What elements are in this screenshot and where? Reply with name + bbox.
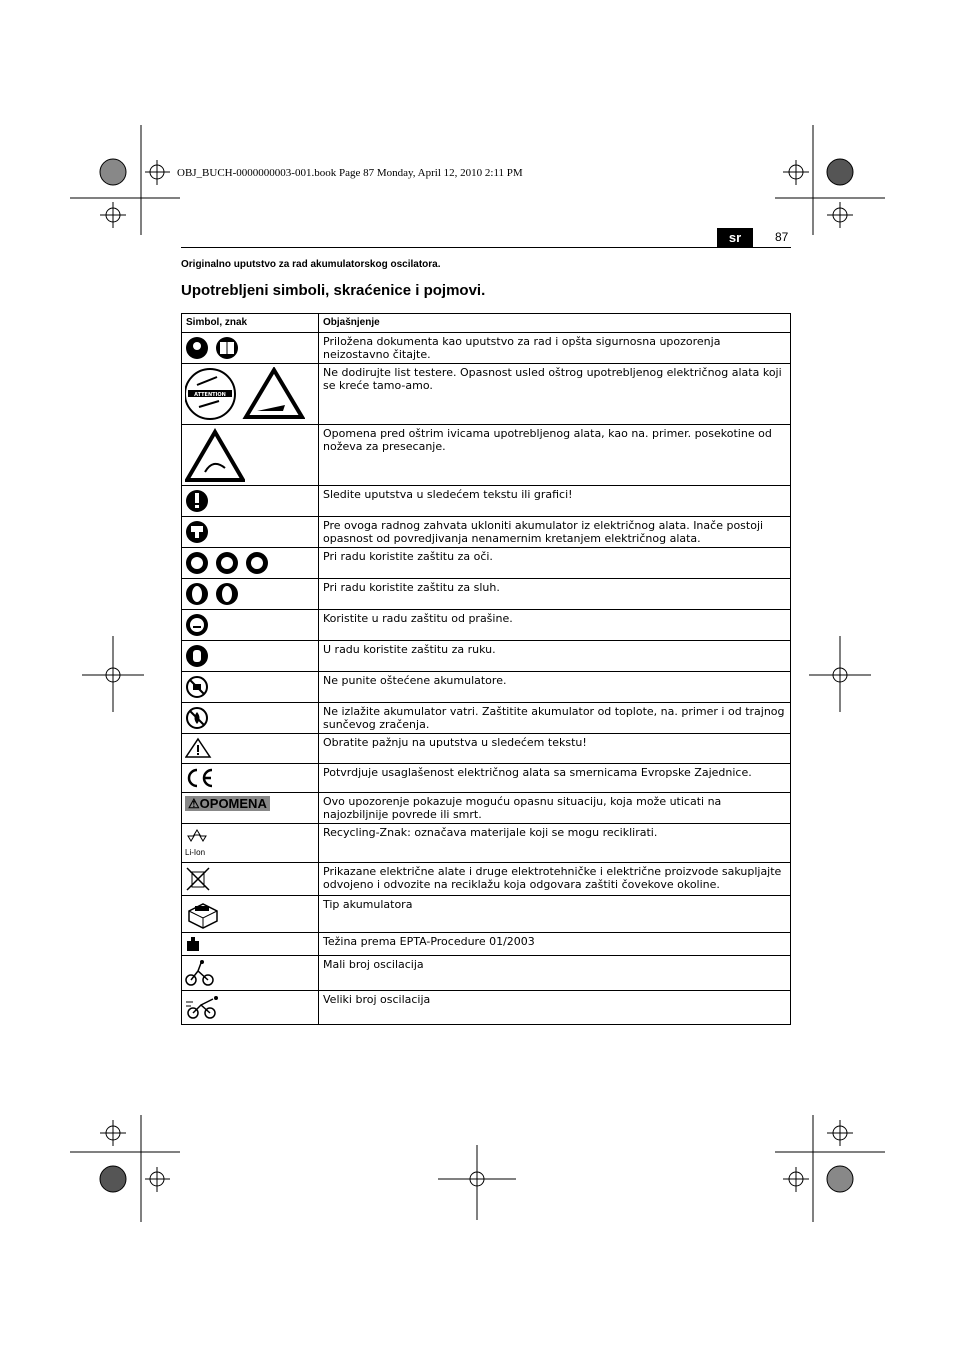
row-text: Ovo upozorenje pokazuje moguću opasnu situaciju, koja može uticati na najozbiljnije povrede ili smrt. — [319, 793, 791, 824]
weee-bin-icon — [185, 866, 211, 892]
row-text: Recycling-Znak: označava materijale koji se mogu reciklirati. — [319, 824, 791, 863]
table-header-row — [182, 314, 791, 333]
row-text: Pri radu koristite zaštitu za sluh. — [319, 579, 791, 610]
section-title: Upotrebljeni simboli, skraćenice i pojmovi. — [181, 282, 486, 299]
row-text: Tip akumulatora — [319, 896, 791, 933]
row-text: Sledite uputstva u sledećem tekstu ili grafici! — [319, 486, 791, 517]
opomena-badge: ⚠OPOMENA — [185, 796, 270, 811]
table-row — [182, 956, 791, 991]
table-row — [182, 764, 791, 793]
battery-pack-icon — [185, 899, 221, 929]
book-info-line: OBJ_BUCH-0000000003-001.book Page 87 Monday, April 12, 2010 2:11 PM — [177, 167, 523, 179]
opomena-badge-text: OPOMENA — [199, 796, 267, 811]
table-row — [182, 703, 791, 734]
table-row — [182, 896, 791, 933]
table-row — [182, 548, 791, 579]
table-row — [182, 579, 791, 610]
row-text: Priložena dokumenta kao uputstvo za rad i opšta sigurnosna upozorenja neizostavno čitajte. — [319, 333, 791, 364]
table-row — [182, 610, 791, 641]
remove-battery-icon — [185, 520, 211, 544]
sharp-edge-warning-icon — [185, 428, 245, 482]
row-text: Potvrdjuje usaglašenost električnog alata sa smernicama Evropske Zajednice. — [319, 764, 791, 793]
row-text: Koristite u radu zaštitu od prašine. — [319, 610, 791, 641]
li-ion-label: Li-Ion — [185, 848, 206, 857]
table-row — [182, 364, 791, 425]
row-text: U radu koristite zaštitu za ruku. — [319, 641, 791, 672]
row-text: Obratite pažnju na uputstva u sledećem tekstu! — [319, 734, 791, 764]
header-rule — [181, 247, 791, 248]
attention-saw-blade-icon — [185, 367, 305, 421]
book-warning-icon — [185, 336, 245, 360]
gloves-icon — [185, 644, 211, 668]
warning-triangle-icon — [185, 737, 213, 759]
row-text: Ne punite oštećene akumulatore. — [319, 672, 791, 703]
row-text: Pri radu koristite zaštitu za oči. — [319, 548, 791, 579]
svg-text:ATTENTION: ATTENTION — [194, 392, 226, 398]
weight-icon — [185, 936, 201, 952]
col-symbol-header: Simbol, znak — [182, 314, 319, 333]
table-row — [182, 672, 791, 703]
table-row — [182, 425, 791, 486]
table-row — [182, 517, 791, 548]
table-row — [182, 991, 791, 1025]
table-row — [182, 486, 791, 517]
table-row — [182, 333, 791, 364]
row-text: Težina prema EPTA-Procedure 01/2003 — [319, 933, 791, 956]
table-row — [182, 824, 791, 863]
page-number: 87 — [775, 230, 789, 244]
row-text: Ne izlažite akumulator vatri. Zaštitite akumulator od toplote, na. primer i od trajnog sunčevog zračenja. — [319, 703, 791, 734]
language-tab: sr — [717, 228, 753, 247]
row-text: Prikazane električne alate i druge elektrotehničke i električne proizvode sakupljajte odvojeno i odvozite na reciklažu koja odgovara zaštiti čovekove okoline. — [319, 863, 791, 896]
table-row — [182, 933, 791, 956]
slow-bicycle-icon — [185, 959, 215, 987]
row-text: Veliki broj oscilacija — [319, 991, 791, 1025]
fast-bicycle-icon — [185, 994, 221, 1020]
row-text: Opomena pred oštrim ivicama upotrebljenog alata, kao na. primer. posekotine od noževa za presecanje. — [319, 425, 791, 486]
table-row — [182, 863, 791, 896]
eye-protection-icon — [185, 551, 269, 575]
dust-mask-icon — [185, 613, 211, 637]
table-row — [182, 734, 791, 764]
row-text: Mali broj oscilacija — [319, 956, 791, 991]
no-fire-icon — [185, 706, 211, 730]
ce-mark-icon — [185, 767, 215, 789]
table-row — [182, 641, 791, 672]
hearing-protection-icon — [185, 582, 241, 606]
recycling-icon — [185, 827, 211, 845]
row-text: Ne dodirujte list testere. Opasnost usled oštrog upotrebljenog električnog alata koji se kreće tamo-amo. — [319, 364, 791, 425]
document-subtitle: Originalno uputstvo za rad akumulatorskog oscilatora. — [181, 259, 441, 270]
exclamation-icon — [185, 489, 211, 513]
col-explanation-header: Objašnjenje — [319, 314, 791, 333]
table-row — [182, 793, 791, 824]
row-text: Pre ovoga radnog zahvata ukloniti akumulator iz električnog alata. Inače postoji opasnost od povredjivanja nenamernim kretanjem električnog alata. — [319, 517, 791, 548]
symbols-table — [181, 313, 791, 1025]
no-charge-damaged-icon — [185, 675, 211, 699]
